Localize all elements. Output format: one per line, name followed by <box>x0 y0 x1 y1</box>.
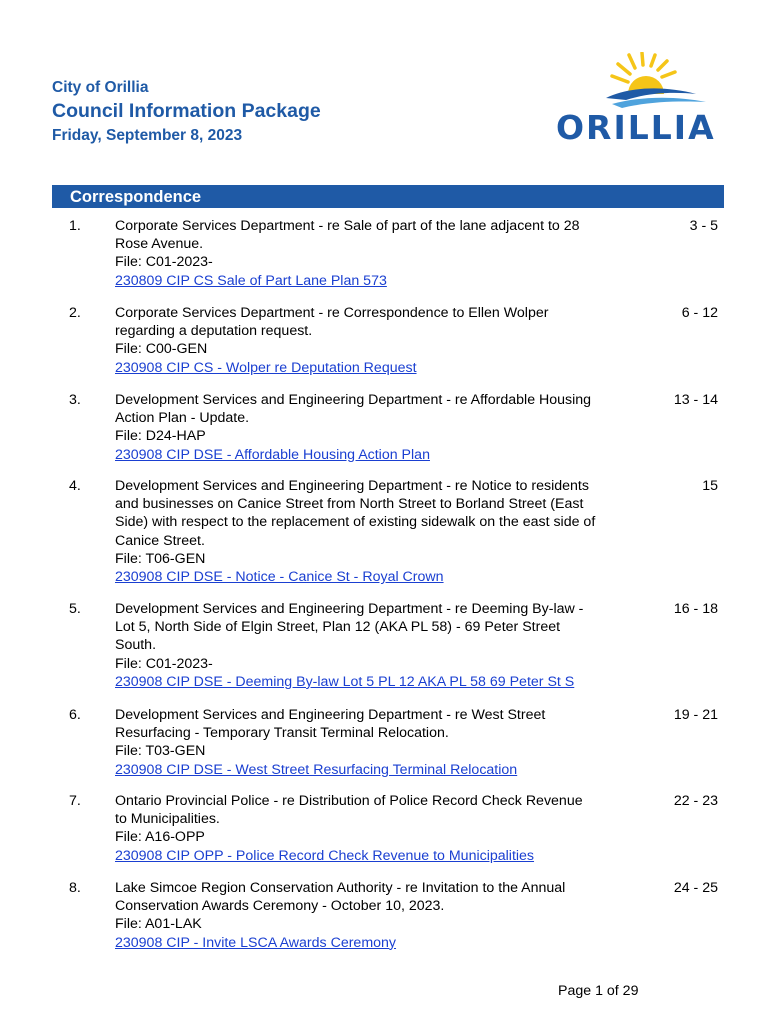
item-link[interactable]: 230908 CIP DSE - Notice - Canice St - Royal Crown <box>115 569 444 586</box>
item-file: File: A16-OPP <box>115 829 205 846</box>
item-number: 3. <box>69 392 81 408</box>
item-body <box>115 706 635 779</box>
item-pages: 6 - 12 <box>681 305 718 321</box>
item-description-line: Action Plan - Update. <box>115 410 250 427</box>
item-file: File: T06-GEN <box>115 550 206 567</box>
item-link[interactable]: 230908 CIP CS - Wolper re Deputation Request <box>115 359 417 376</box>
item-file: File: C00-GEN <box>115 341 208 358</box>
item-file: File: C01-2023- <box>115 655 213 672</box>
item-number: 8. <box>69 880 81 896</box>
item-link[interactable]: 230908 CIP OPP - Police Record Check Revenue to Municipalities <box>115 847 535 864</box>
item-body <box>115 304 635 377</box>
item-link[interactable]: 230908 CIP DSE - West Street Resurfacing Terminal Relocation <box>115 761 518 778</box>
package-date: Friday, September 8, 2023 <box>52 127 243 144</box>
logo-wordmark: ORILLIA <box>556 108 716 147</box>
item-description-line: Conservation Awards Ceremony - October 10, 2023. <box>115 898 445 915</box>
item-description-line: Development Services and Engineering Department - re West Street <box>115 707 546 723</box>
item-file: File: T03-GEN <box>115 743 206 760</box>
item-description-line: regarding a deputation request. <box>115 323 313 340</box>
item-pages: 24 - 25 <box>673 880 718 896</box>
item-link[interactable]: 230908 CIP DSE - Affordable Housing Action Plan <box>115 446 430 463</box>
item-link[interactable]: 230908 CIP - Invite LSCA Awards Ceremony <box>115 934 397 951</box>
item-pages: 3 - 5 <box>689 218 718 234</box>
item-link[interactable]: 230908 CIP DSE - Deeming By-law Lot 5 PL 12 AKA PL 58 69 Peter St S <box>115 673 575 690</box>
item-pages: 22 - 23 <box>673 793 718 809</box>
correspondence-section-header <box>52 185 724 208</box>
item-description-line: Development Services and Engineering Department - re Affordable Housing <box>115 392 592 408</box>
item-number: 4. <box>69 478 81 494</box>
item-description-line: Resurfacing - Temporary Transit Terminal Relocation. <box>115 725 449 742</box>
item-body <box>115 879 635 952</box>
item-number: 5. <box>69 601 81 617</box>
item-number: 2. <box>69 305 81 321</box>
document-header <box>52 78 321 148</box>
item-pages: 13 - 14 <box>673 392 718 408</box>
package-title: Council Information Package <box>52 100 321 122</box>
item-file: File: A01-LAK <box>115 916 202 933</box>
item-pages: 19 - 21 <box>673 707 718 723</box>
item-description-line: Development Services and Engineering Department - re Notice to residents <box>115 478 589 494</box>
item-number: 7. <box>69 793 81 809</box>
item-description-line: Lot 5, North Side of Elgin Street, Plan 12 (AKA PL 58) - 69 Peter Street <box>115 619 561 636</box>
item-body <box>115 477 635 586</box>
organization-name: City of Orillia <box>52 79 149 96</box>
item-body <box>115 600 635 691</box>
item-number: 6. <box>69 707 81 723</box>
item-description-line: Corporate Services Department - re Correspondence to Ellen Wolper <box>115 305 549 321</box>
item-description-line: Rose Avenue. <box>115 236 204 253</box>
item-link[interactable]: 230809 CIP CS Sale of Part Lane Plan 573 <box>115 272 387 289</box>
item-number: 1. <box>69 218 81 234</box>
sun-wave-icon <box>556 52 722 114</box>
item-description-line: Lake Simcoe Region Conservation Authority - re Invitation to the Annual <box>115 880 566 896</box>
item-description-line: Ontario Provincial Police - re Distribution of Police Record Check Revenue <box>115 793 583 809</box>
item-pages: 16 - 18 <box>673 601 718 617</box>
item-description-line: Development Services and Engineering Department - re Deeming By-law - <box>115 601 584 617</box>
orillia-logo <box>556 52 722 148</box>
item-description-line: Canice Street. <box>115 532 205 549</box>
item-description-line: South. <box>115 637 157 654</box>
item-description-line: Side) with respect to the replacement of existing sidewalk on the east side of <box>115 514 596 531</box>
item-file: File: C01-2023- <box>115 254 213 271</box>
item-body <box>115 792 635 865</box>
item-file: File: D24-HAP <box>115 428 206 445</box>
item-description-line: to Municipalities. <box>115 811 220 828</box>
item-body <box>115 217 635 290</box>
item-description-line: Corporate Services Department - re Sale of part of the lane adjacent to 28 <box>115 218 580 234</box>
item-description-line: and businesses on Canice Street from North Street to Borland Street (East <box>115 496 584 513</box>
page-number: Page 1 of 29 <box>558 983 639 999</box>
item-pages: 15 <box>702 478 718 494</box>
section-title: Correspondence <box>70 188 202 206</box>
item-body <box>115 391 635 464</box>
